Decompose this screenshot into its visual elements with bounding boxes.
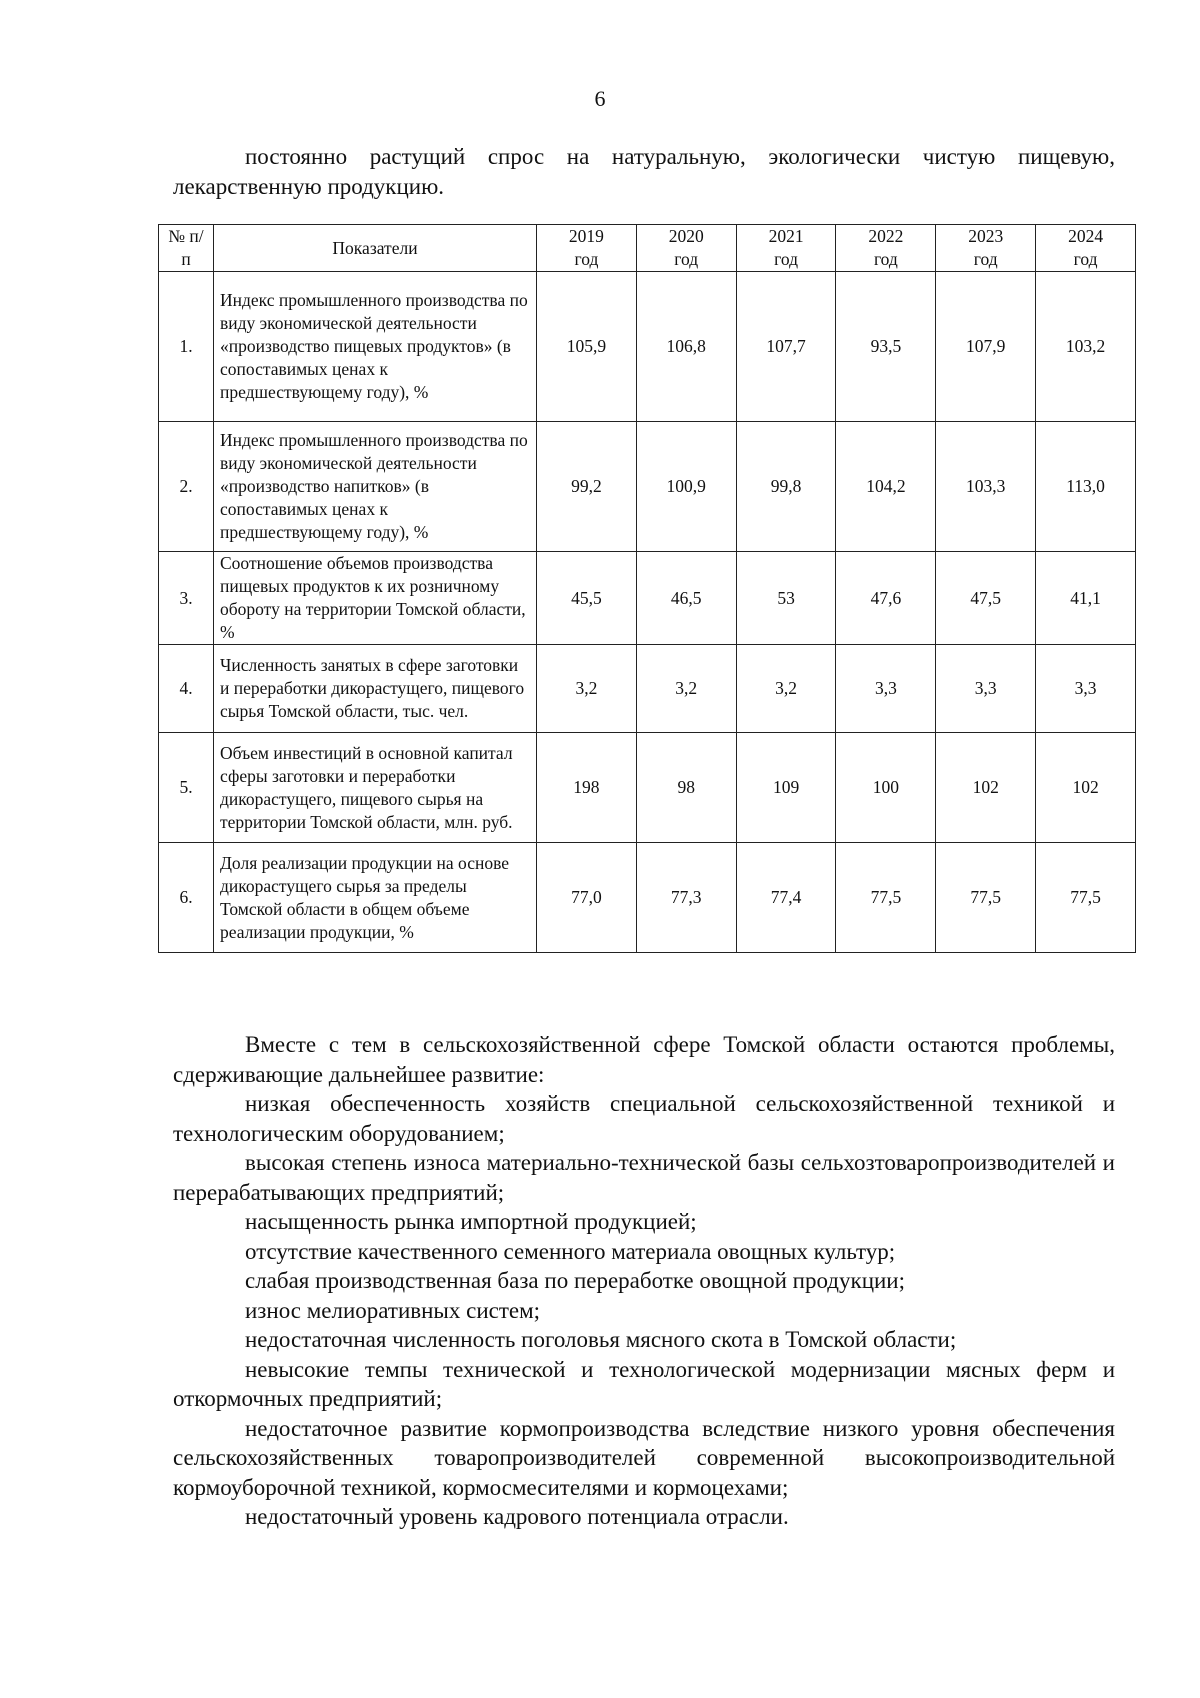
row-value: 3,2: [636, 645, 736, 733]
body-paragraph: высокая степень износа материально-технической базы сельхозтоваропроизводителей и перерабатывающих предприятий;: [173, 1150, 1115, 1205]
header-year-2019: 2019 год: [537, 225, 637, 272]
row-number: 4.: [159, 645, 214, 733]
row-value: 47,5: [936, 552, 1036, 645]
row-value: 53: [736, 552, 836, 645]
intro-text: постоянно растущий спрос на натуральную, экологически чистую пищевую, лекарственную продукцию.: [173, 144, 1115, 199]
row-value: 102: [1036, 733, 1136, 843]
body-paragraph: низкая обеспеченность хозяйств специальной сельскохозяйственной техникой и технологическим оборудованием;: [173, 1091, 1115, 1146]
intro-paragraph: [173, 142, 1115, 202]
page-number: 6: [594, 86, 606, 111]
row-value: 107,7: [736, 272, 836, 422]
row-number: 1.: [159, 272, 214, 422]
row-value: 77,4: [736, 843, 836, 953]
row-value: 100: [836, 733, 936, 843]
row-value: 77,5: [836, 843, 936, 953]
row-indicator: Соотношение объемов производства пищевых продуктов к их розничному обороту на территории Томской области, %: [214, 552, 537, 645]
row-value: 198: [537, 733, 637, 843]
body-paragraph: Вместе с тем в сельскохозяйственной сфере Томской области остаются проблемы, сдерживающие дальнейшее развитие:: [173, 1032, 1115, 1087]
row-value: 103,3: [936, 422, 1036, 552]
row-value: 104,2: [836, 422, 936, 552]
table-row: [159, 733, 1136, 843]
row-value: 3,3: [936, 645, 1036, 733]
header-indicator: Показатели: [214, 225, 537, 272]
table-header-row: [159, 225, 1136, 272]
row-value: 99,8: [736, 422, 836, 552]
header-year-2024: 2024 год: [1036, 225, 1136, 272]
row-value: 105,9: [537, 272, 637, 422]
row-value: 98: [636, 733, 736, 843]
row-value: 77,3: [636, 843, 736, 953]
row-number: 2.: [159, 422, 214, 552]
table-row: [159, 843, 1136, 953]
row-value: 3,3: [836, 645, 936, 733]
row-value: 77,5: [1036, 843, 1136, 953]
header-year-2020: 2020 год: [636, 225, 736, 272]
body-paragraph: недостаточная численность поголовья мясного скота в Томской области;: [245, 1327, 957, 1352]
row-value: 103,2: [1036, 272, 1136, 422]
row-value: 100,9: [636, 422, 736, 552]
header-year-2021: 2021 год: [736, 225, 836, 272]
row-value: 109: [736, 733, 836, 843]
header-num: № п/п: [159, 225, 214, 272]
row-indicator: Численность занятых в сфере заготовки и переработки дикорастущего, пищевого сырья Томской области, тыс. чел.: [214, 645, 537, 733]
row-value: 3,2: [537, 645, 637, 733]
row-value: 41,1: [1036, 552, 1136, 645]
header-year-2022: 2022 год: [836, 225, 936, 272]
row-value: 102: [936, 733, 1036, 843]
table-row: [159, 272, 1136, 422]
header-year-2023: 2023 год: [936, 225, 1036, 272]
row-indicator: Индекс промышленного производства по виду экономической деятельности «производство напитков» (в сопоставимых ценах к предшествующему году), %: [214, 422, 537, 552]
body-paragraph: отсутствие качественного семенного материала овощных культур;: [245, 1238, 896, 1264]
row-indicator: Объем инвестиций в основной капитал сферы заготовки и переработки дикорастущего, пищевого сырья на территории Томской области, млн. руб.: [214, 733, 537, 843]
row-indicator: Доля реализации продукции на основе дикорастущего сырья за пределы Томской области в общем объеме реализации продукции, %: [214, 843, 537, 953]
body-text: [173, 1030, 1115, 1532]
row-value: 99,2: [537, 422, 637, 552]
row-value: 3,2: [736, 645, 836, 733]
row-value: 47,6: [836, 552, 936, 645]
body-paragraph: невысокие темпы технической и технологической модернизации мясных ферм и откормочных предприятий;: [173, 1356, 1115, 1411]
body-paragraph: износ мелиоративных систем;: [245, 1297, 541, 1323]
row-value: 3,3: [1036, 645, 1136, 733]
row-number: 6.: [159, 843, 214, 953]
row-indicator: Индекс промышленного производства по виду экономической деятельности «производство пищевых продуктов» (в сопоставимых ценах к предшествующему году), %: [214, 272, 537, 422]
row-value: 107,9: [936, 272, 1036, 422]
row-value: 45,5: [537, 552, 637, 645]
body-paragraph: насыщенность рынка импортной продукцией;: [245, 1209, 697, 1234]
indicators-table: [158, 224, 1136, 953]
table-row: [159, 422, 1136, 552]
body-paragraph: слабая производственная база по переработке овощной продукции;: [245, 1268, 906, 1293]
row-value: 77,0: [537, 843, 637, 953]
row-value: 93,5: [836, 272, 936, 422]
row-number: 5.: [159, 733, 214, 843]
body-paragraph: недостаточное развитие кормопроизводства вследствие низкого уровня обеспечения сельскохозяйственных товаропроизводителей современной высокопроизводительной кормоуборочной техникой, кормосмесителями и кормоцехами;: [173, 1415, 1115, 1500]
table-row: [159, 645, 1136, 733]
row-value: 77,5: [936, 843, 1036, 953]
row-value: 46,5: [636, 552, 736, 645]
row-value: 106,8: [636, 272, 736, 422]
row-value: 113,0: [1036, 422, 1136, 552]
body-paragraph: недостаточный уровень кадрового потенциала отрасли.: [245, 1504, 789, 1529]
table-row: [159, 552, 1136, 645]
row-number: 3.: [159, 552, 214, 645]
